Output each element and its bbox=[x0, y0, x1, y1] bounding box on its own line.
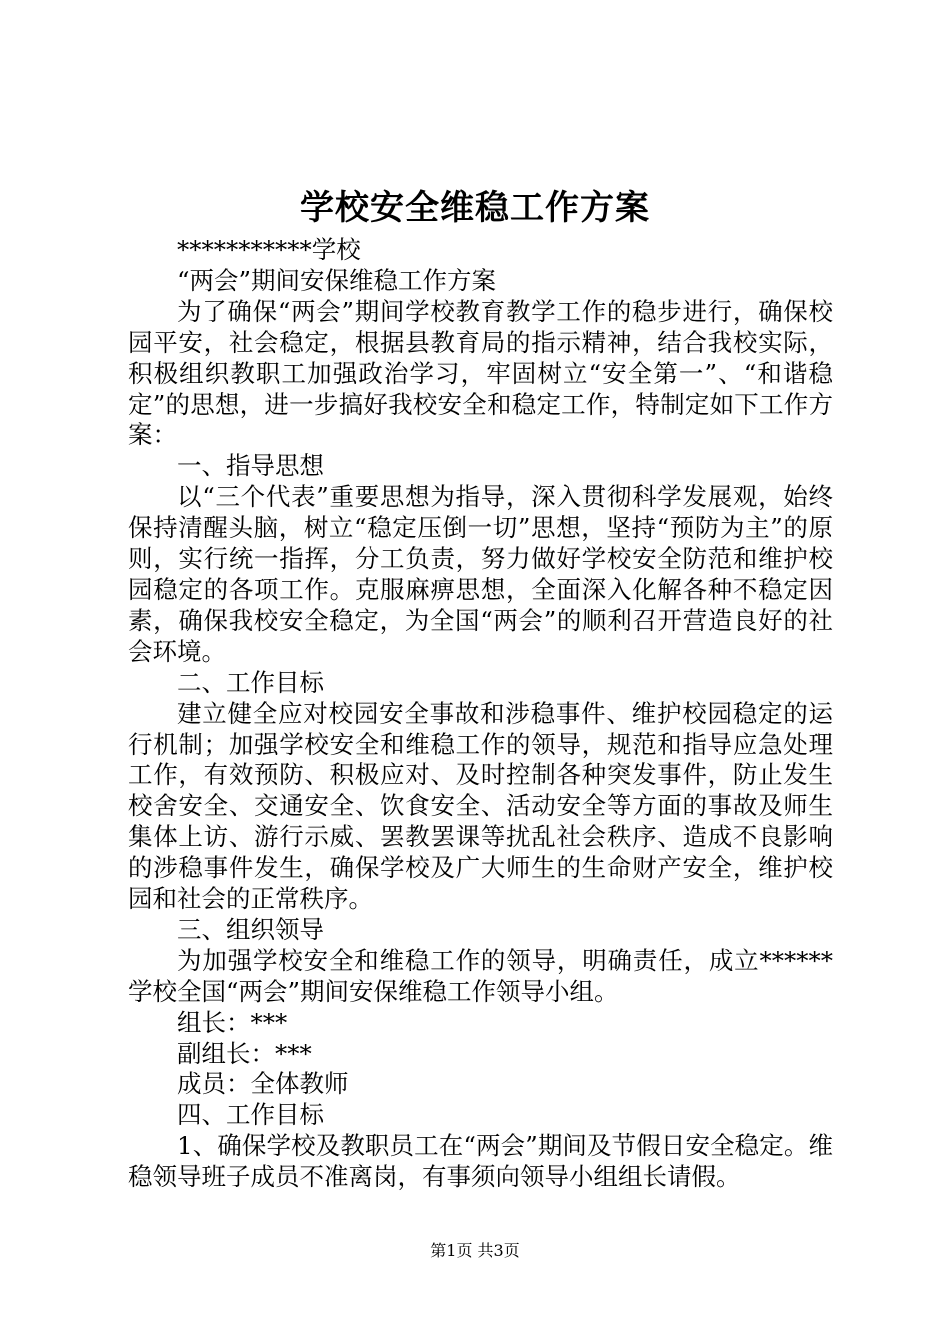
plan-subtitle: “两会”期间安保维稳工作方案 bbox=[177, 265, 497, 295]
page-footer: 第1页 共3页 bbox=[430, 1241, 520, 1260]
document-title: 学校安全维稳工作方案 bbox=[300, 188, 650, 228]
intro-paragraph: 为了确保“两会”期间学校教育教学工作的稳步进行，确保校园平安，社会稳定，根据县教育局的指示精神，结合我校实际，积极组织教职工加强政治学习，牢固树立“安全第一”、“和谐稳定”的思想，进一步搞好我校安全和稳定工作，特制定如下工作方案： bbox=[128, 296, 833, 450]
goal-item-1: 1、确保学校及教职员工在“两会”期间及节假日安全稳定。维稳领导班子成员不准离岗，有事须向领导小组组长请假。 bbox=[128, 1131, 833, 1192]
work-goals-paragraph: 建立健全应对校园安全事故和涉稳事件、维护校园稳定的运行机制；加强学校安全和维稳工作的领导，规范和指导应急处理工作，有效预防、积极应对、及时控制各种突发事件，防止发生校舍安全、交通安全、饮食安全、活动安全等方面的事故及师生集体上访、游行示威、罢教罢课等扰乱社会秩序、造成不良影响的涉稳事件发生，确保学校及广大师生的生命财产安全，维护校园和社会的正常秩序。 bbox=[128, 698, 833, 914]
members-line: 成员：全体教师 bbox=[177, 1069, 349, 1099]
deputy-leader-line: 副组长：*** bbox=[177, 1038, 312, 1068]
section-heading-guiding-ideology: 一、指导思想 bbox=[177, 451, 324, 481]
section-heading-work-goals: 二、工作目标 bbox=[177, 667, 324, 697]
document-body bbox=[128, 235, 833, 1193]
organization-paragraph: 为加强学校安全和维稳工作的领导，明确责任，成立******学校全国“两会”期间安保维稳工作领导小组。 bbox=[128, 945, 833, 1006]
section-heading-work-goals-4: 四、工作目标 bbox=[177, 1100, 324, 1130]
group-leader-line: 组长：*** bbox=[177, 1007, 288, 1037]
school-name-line: ***********学校 bbox=[177, 235, 361, 264]
section-heading-organization: 三、组织领导 bbox=[177, 914, 324, 944]
guiding-ideology-paragraph: 以“三个代表”重要思想为指导，深入贯彻科学发展观，始终保持清醒头脑，树立“稳定压倒一切”思想，坚持“预防为主”的原则，实行统一指挥，分工负责，努力做好学校安全防范和维护校园稳定的各项工作。克服麻痹思想，全面深入化解各种不稳定因素，确保我校安全稳定，为全国“两会”的顺利召开营造良好的社会环境。 bbox=[128, 482, 833, 666]
